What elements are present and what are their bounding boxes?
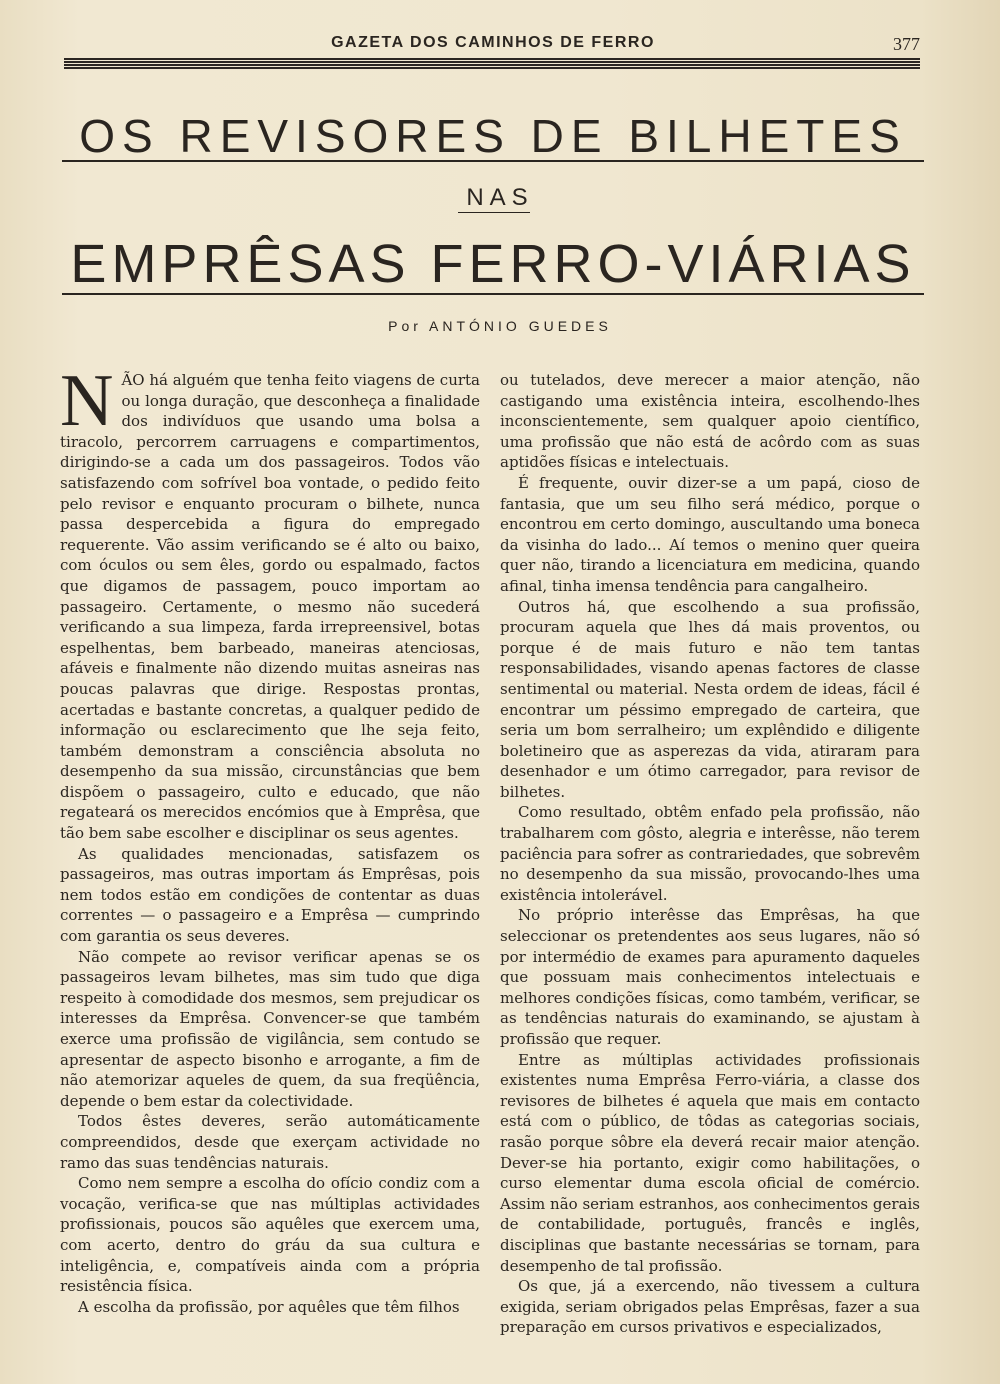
paragraph: As qualidades mencionadas, satisfazem os passageiros, mas outras importam ás Emprêsas, pois nem todos estão em condições de contentar as duas correntes — o passageiro e a Emprêsa — cumprindo com garantia os seus deveres. <box>60 844 480 946</box>
running-head <box>62 34 924 56</box>
paragraph: ou tutelados, deve merecer a maior atenção, não castigando uma existência inteira, escolhendo-lhes inconscientemente, sem qualquer apoio científico, uma profissão que não está de acôrdo com as suas aptidões físicas e intelectuais. <box>500 371 920 472</box>
paragraph: Todos êstes deveres, serão automáticamente compreendidos, desde que exerçam actividade no ramo das suas tendências naturais. <box>60 1112 480 1172</box>
header-rule <box>64 58 920 70</box>
byline: Por ANTÓNIO GUEDES <box>388 318 612 334</box>
article-title-line3: EMPRÊSAS FERRO-VIÁRIAS <box>70 234 916 294</box>
title-underline-1 <box>62 160 924 162</box>
title-underline-2 <box>458 212 530 213</box>
title-underline-3 <box>62 293 924 295</box>
paragraph: A escolha da profissão, por aquêles que têm filhos <box>78 1297 460 1316</box>
paragraph: Outros há, que escolhendo a sua profissão, procuram aquela que lhes dá mais proventos, ou porque é de mais futuro e não tem tantas responsabilidades, visando apenas factores de classe sentimental ou material. Nesta ordem de ideas, fácil é encontrar um péssimo empregado de carteira, que seria um bom serralheiro; um explêndido e diligente boletineiro que as asperezas da vida, atiraram para desenhador e um ótimo carregador, para revisor de bilhetes. <box>500 597 920 801</box>
right-column <box>500 370 920 1338</box>
paragraph: Os que, já a exercendo, não tivessem a cultura exigida, seriam obrigados pelas Emprêsas, fazer a sua preparação em cursos privativos e especializados, <box>500 1277 920 1337</box>
paragraph: Não compete ao revisor verificar apenas se os passageiros levam bilhetes, mas sim tudo que diga respeito à comodidade dos mesmos, sem prejudicar os interesses da Emprêsa. Convencer-se que também exerce uma profissão de vigilância, sem contudo se apresentar de aspecto bisonho e arrogante, a fim de não atemorizar aqueles de quem, da sua freqüência, depende o bem estar da colectividade. <box>60 947 480 1110</box>
page-number: 377 <box>893 34 920 54</box>
paragraph: No próprio interêsse das Emprêsas, ha que seleccionar os pretendentes aos seus lugares, não só por intermédio de exames para apuramento daqueles que possuam mais conhecimentos intelectuais e melhores condições físicas, como também, verificar, se as tendências naturais do examinando, se ajustam à profissão que requer. <box>500 906 920 1048</box>
paragraph: Entre as múltiplas actividades profissionais existentes numa Emprêsa Ferro-viária, a classe dos revisores de bilhetes é aquela que mais em contacto está com o público, de tôdas as categorias sociais, rasão porque sôbre ela deverá recair maior atenção. Dever-se hia portanto, exigir como habilitações, o curso elementar duma escola oficial de comércio. Assim não seriam estranhos, aos conhecimentos gerais de contabilidade, português, francês e inglês, disciplinas que bastante necessárias se tornam, para desempenho de tal profissão. <box>500 1050 920 1275</box>
article-title-line2: NAS <box>466 184 534 211</box>
left-column <box>60 360 480 1317</box>
drop-cap: N <box>60 360 114 442</box>
paragraph <box>60 360 480 844</box>
paragraph: Como nem sempre a escolha do ofício condiz com a vocação, verifica-se que nas múltiplas actividades profissionais, poucos são aquêles que exercem uma, com acerto, dentro do gráu da sua cultura e inteligência, e, compatíveis ainda com a própria resistência física. <box>60 1174 480 1296</box>
paragraph: É frequente, ouvir dizer-se a um papá, cioso de fantasia, que um seu filho será médico, porque o encontrou em certo domingo, auscultando uma boneca da visinha do lado... Aí temos o menino quer queira quer não, tirando a licenciatura em medicina, quando afinal, tinha imensa tendência para cangalheiro. <box>500 473 920 595</box>
publication-title: GAZETA DOS CAMINHOS DE FERRO <box>331 34 655 51</box>
paragraph: Como resultado, obtêm enfado pela profissão, não trabalharem com gôsto, alegria e interêsse, não terem paciência para sofrer as contrariedades, que sobrevêm no desempenho da sua missão, provocando-lhes uma existência intolerável. <box>500 803 920 904</box>
paragraph-text: ÃO há alguém que tenha feito viagens de curta ou longa duração, que desconheça a finalidade dos indivíduos que usando uma bolsa a tiracolo, percorrem carruagens e compartimentos, dirigindo-se a cada um dos passageiros. Todos vão satisfazendo com sofrível boa vontade, o pedido feito pelo revisor e enquanto procuram o bilhete, nunca passa despercebida a figura do empregado requerente. Vão assim verificando se é alto ou baixo, com óculos ou sem êles, gordo ou espalmado, factos que digamos de passagem, pouco importam ao passageiro. Certamente, o mesmo não sucederá verificando a sua limpeza, farda irrepreensivel, botas espelhentas, bem barbeado, maneiras atenciosas, afáveis e finalmente não dizendo muitas asneiras nas poucas palavras que dirige. Respostas prontas, acertadas e bastante concretas, a qualquer pedido de informação ou esclarecimento que lhe seja feito, também demonstram a consciência absoluta no desempenho da sua missão, circunstâncias que bem dispõem o passageiro, culto e educado, que não regateará os merecidos encómios que à Emprêsa, que tão bem sabe escolher e disciplinar os seus agentes. <box>60 371 480 843</box>
article-title-line1: OS REVISORES DE BILHETES <box>79 110 907 162</box>
